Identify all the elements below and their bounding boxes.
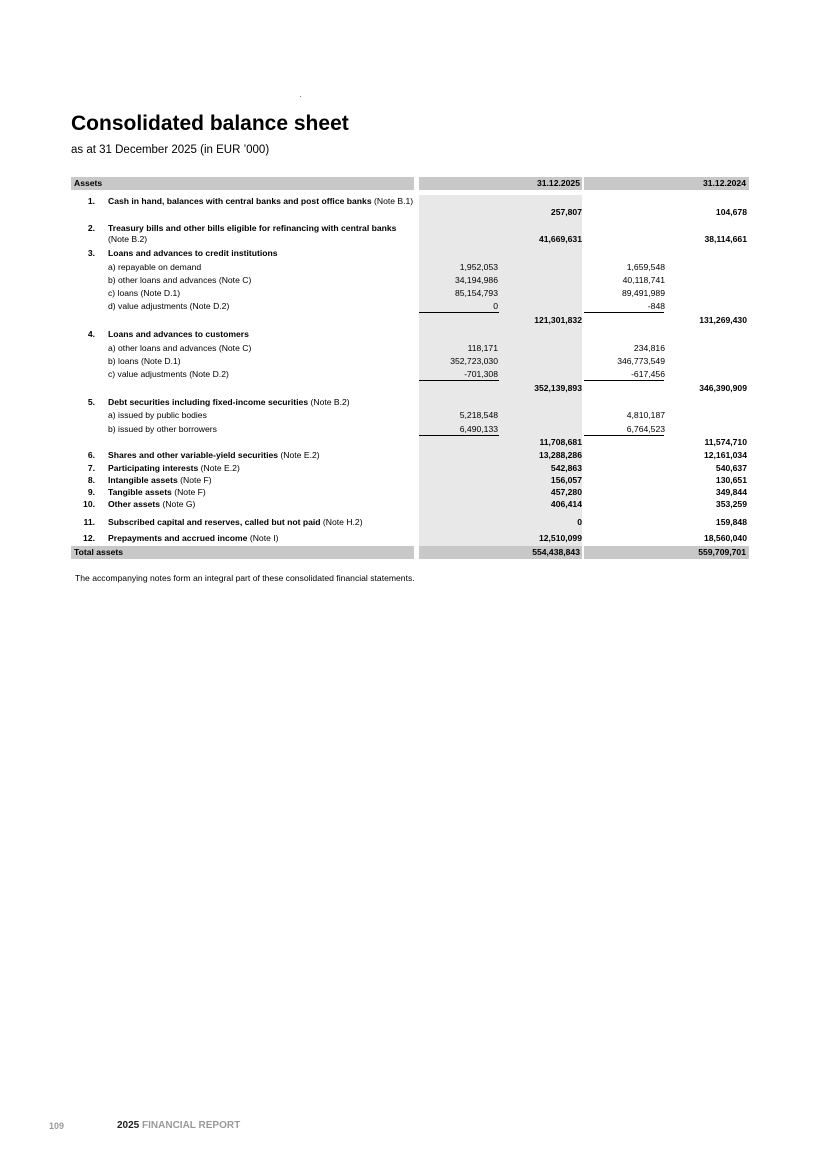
page-subtitle: as at 31 December 2025 (in EUR ’000) <box>71 144 270 156</box>
value-2025: 257,807 <box>550 207 582 217</box>
section-label: Assets <box>74 178 103 188</box>
total-2024: 559,709,701 <box>698 547 746 557</box>
value-2024: 104,678 <box>715 207 747 217</box>
page-number: 109 <box>49 1121 65 1131</box>
subtotal-rule <box>419 425 499 436</box>
footnote: The accompanying notes form an integral part of these consolidated financial statements. <box>75 573 415 583</box>
subtotal-rule <box>419 302 499 313</box>
subtotal-rule <box>584 302 664 313</box>
column-header-2024: 31.12.2024 <box>702 178 746 188</box>
stray-mark <box>300 96 301 97</box>
total-label: Total assets <box>74 547 124 557</box>
total-2025: 554,438,843 <box>532 547 580 557</box>
subtotal-rule <box>419 370 499 381</box>
page-title: Consolidated balance sheet <box>71 112 349 135</box>
value-2025: 41,669,631 <box>538 234 582 244</box>
value-2024: 38,114,661 <box>704 234 747 244</box>
column-header-2025: 31.12.2025 <box>536 178 580 188</box>
subtotal-rule <box>584 370 664 381</box>
total-row <box>71 546 749 559</box>
subtotal-rule <box>584 425 664 436</box>
table-header-row <box>71 177 749 190</box>
report-name: 2025 FINANCIAL REPORT <box>117 1120 241 1131</box>
